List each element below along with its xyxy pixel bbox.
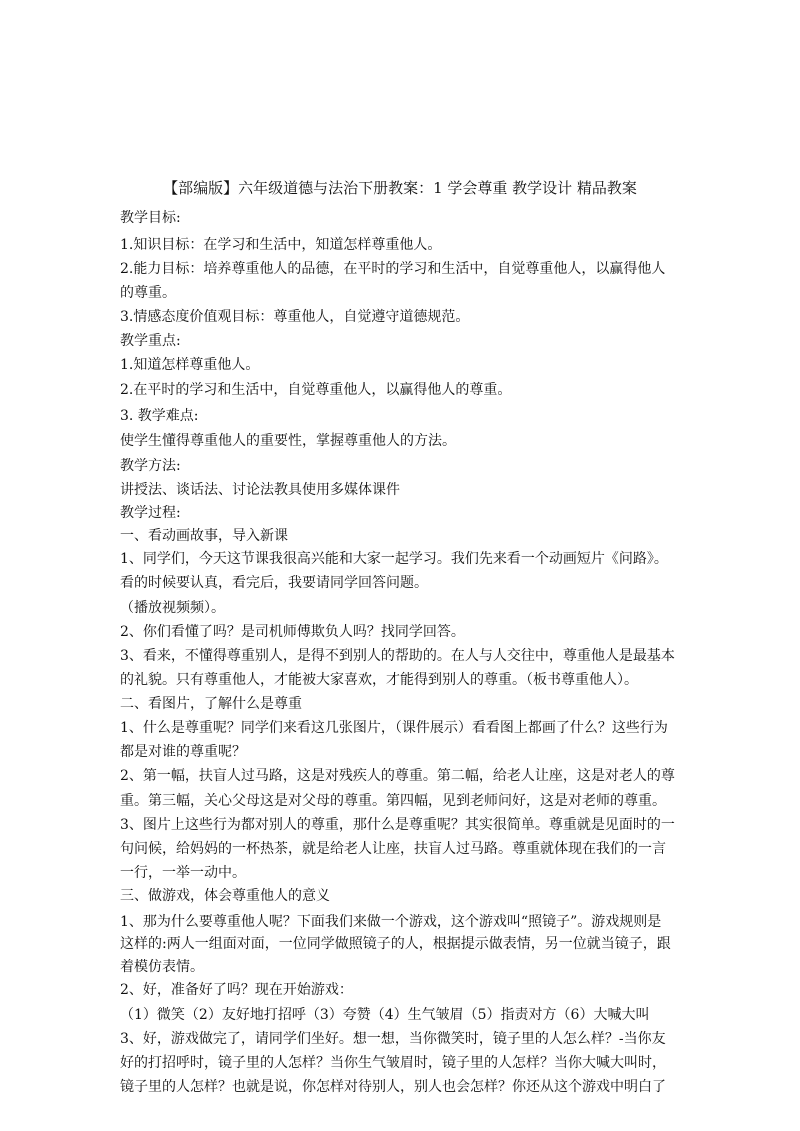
body-line: 3. 教学难点: (120, 408, 199, 424)
body-line: 使学生懂得尊重他人的重要性，掌握尊重他人的方法。 (120, 433, 456, 449)
body-line: 好的打招呼时，镜子里的人怎样？当你生气皱眉时，镜子里的人怎样？当你大喊大叫时， (120, 1055, 666, 1071)
body-line: 1.知识目标：在学习和生活中，知道怎样尊重他人。 (120, 237, 442, 253)
body-line: 2、第一幅，扶盲人过马路，这是对残疾人的尊重。第二幅，给老人让座，这是对老人的尊 (120, 768, 675, 784)
body-line: 1、同学们，今天这节课我很高兴能和大家一起学习。我们先来看一个动画短片《问路》。 (120, 551, 668, 567)
body-line: 着模仿表情。 (120, 959, 204, 975)
body-line: 教学方法: (120, 458, 181, 474)
body-line: 教学过程: (120, 505, 181, 521)
body-line: 3、图片上这些行为都对别人的尊重，那什么是尊重呢？其实很简单。尊重就是见面时的一 (120, 817, 675, 833)
body-line: 都是对谁的尊重呢？ (120, 744, 246, 760)
body-line: 1、那为什么要尊重他人呢？下面我们来做一个游戏，这个游戏叫“照镜子”。游戏规则是 (120, 914, 662, 930)
body-line: 3、看来，不懂得尊重别人，是得不到别人的帮助的。在人与人交往中，尊重他人是最基本 (120, 648, 675, 664)
body-line: 重。第三幅，关心父母这是对父母的尊重。第四幅，见到老师问好，这是对老师的尊重。 (120, 793, 666, 809)
body-line: 一行，一举一动中。 (120, 865, 246, 881)
body-line: （播放视频频）。 (120, 600, 225, 616)
body-line: 这样的:两人一组面对面，一位同学做照镜子的人，根据提示做表情，另一位就当镜子，跟 (120, 936, 671, 952)
body-line: 3.情感态度价值观目标：尊重他人，自觉遵守道德规范。 (120, 309, 470, 325)
body-line: 镜子里的人怎样？也就是说，你怎样对待别人，别人也会怎样？你还从这个游戏中明白了 (120, 1079, 666, 1095)
body-line: （1）微笑（2）友好地打招呼（3）夸赞（4）生气皱眉（5）指责对方（6）大喊大叫 (120, 1007, 650, 1023)
body-line: 2、你们看懂了吗？是司机师傅欺负人吗？找同学回答。 (120, 624, 465, 640)
body-line: 1.知道怎样尊重他人。 (120, 357, 260, 373)
body-line: 一、看动画故事，导入新课 (120, 528, 288, 544)
body-line: 教学重点: (120, 333, 181, 349)
body-line: 句问候，给妈妈的一杯热茶，就是给老人让座，扶盲人过马路。尊重就体现在我们的一言 (120, 841, 666, 857)
body-line: 看的时候要认真，看完后，我要请同学回答问题。 (120, 575, 428, 591)
body-line: 教学目标: (120, 210, 181, 226)
body-line: 2.在平时的学习和生活中，自觉尊重他人，以赢得他人的尊重。 (120, 382, 512, 398)
body-line: 2、好，准备好了吗？现在开始游戏： (120, 982, 353, 998)
body-line: 二、看图片，了解什么是尊重 (120, 696, 302, 712)
body-line: 2.能力目标：培养尊重他人的品德，在平时的学习和生活中，自觉尊重他人，以赢得他人 (120, 261, 666, 277)
body-line: 1、什么是尊重呢？同学们来看这几张图片，（课件展示）看看图上都画了什么？这些行为 (120, 720, 668, 736)
body-line: 的礼貌。只有尊重他人，才能被大家喜欢，才能得到别人的尊重。（板书尊重他人）。 (120, 672, 638, 688)
document-title: 【部编版】六年级道德与法治下册教案：1 学会尊重 教学设计 精品教案 (163, 179, 637, 197)
body-line: 的尊重。 (120, 285, 176, 301)
body-line: 三、做游戏，体会尊重他人的意义 (120, 888, 330, 904)
body-line: 3、好，游戏做完了，请同学们坐好。想一想，当你微笑时，镜子里的人怎么样？-当你友 (120, 1031, 666, 1047)
body-line: 讲授法、谈话法、讨论法教具使用多媒体课件 (120, 482, 400, 498)
